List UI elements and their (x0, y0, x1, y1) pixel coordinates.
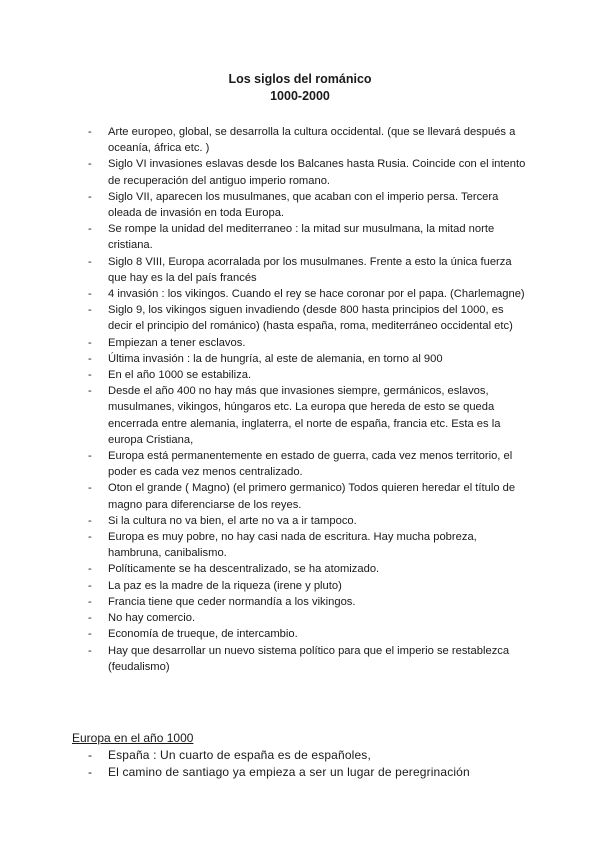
list-item-text: Última invasión : la de hungría, al este de alemania, en torno al 900 (108, 352, 443, 365)
list-item (88, 367, 528, 383)
bullet-dash: - (88, 158, 92, 171)
list-item-text: Europa está permanentemente en estado de guerra, cada vez menos territorio, el poder es cada vez menos centralizado. (108, 450, 513, 479)
list-item-text: Empiezan a tener esclavos. (108, 336, 246, 349)
bullet-dash: - (88, 336, 92, 349)
list-item (88, 513, 528, 529)
list-item (88, 610, 528, 626)
list-item-text: Siglo 8 VIII, Europa acorralada por los musulmanes. Frente a esto la única fuerza que hay es la del país francés (108, 255, 512, 284)
bullet-dash: - (88, 563, 92, 576)
list-item-text: 4 invasión : los vikingos. Cuando el rey se hace coronar por el papa. (Charlemagne) (108, 288, 525, 301)
bullet-dash: - (88, 304, 92, 317)
list-item-text: Desde el año 400 no hay más que invasiones siempre, germánicos, eslavos, musulmanes, vikingos, húngaros etc. La europa que hereda de esto se queda encerrada entre alemania, inglaterra, el norte de españa, francia etc. Esta es la europa Cristiana, (108, 385, 501, 446)
bullet-dash: - (88, 288, 92, 301)
section-bullet-list (88, 747, 528, 781)
list-item (88, 335, 528, 351)
list-item (88, 302, 528, 334)
list-item-text: Arte europeo, global, se desarrolla la cultura occidental. (que se llevará después a oceanía, áfrica etc. ) (108, 126, 516, 155)
list-item (88, 529, 528, 561)
bullet-dash: - (88, 369, 92, 382)
list-item-text: Siglo VI invasiones eslavas desde los Balcanes hasta Rusia. Coincide con el intento de recuperación del antiguo imperio romano. (108, 158, 526, 187)
document-title (0, 71, 600, 105)
list-item (88, 594, 528, 610)
list-item (88, 254, 528, 286)
list-item-text: Hay que desarrollar un nuevo sistema político para que el imperio se restablezca (feudalismo) (108, 644, 510, 673)
list-item (88, 189, 528, 221)
list-item-text: El camino de santiago ya empieza a ser un lugar de peregrinación (108, 765, 470, 779)
list-item (88, 448, 528, 480)
bullet-dash: - (88, 352, 92, 365)
list-item-text: Oton el grande ( Magno) (el primero germanico) Todos quieren heredar el título de magno para diferenciarse de los reyes. (108, 482, 516, 511)
list-item (88, 764, 528, 781)
bullet-dash: - (88, 595, 92, 608)
bullet-dash: - (88, 126, 92, 138)
list-item-text: Economía de trueque, de intercambio. (108, 628, 298, 641)
title-line-1: Los siglos del románico (228, 72, 372, 86)
bullet-dash: - (88, 579, 92, 592)
bullet-dash: - (88, 612, 92, 625)
list-item (88, 626, 528, 642)
bullet-dash: - (88, 531, 92, 544)
bullet-dash: - (88, 644, 92, 657)
list-item (88, 480, 528, 512)
bullet-list (88, 124, 528, 675)
section-heading: Europa en el año 1000 (72, 731, 194, 745)
bullet-dash: - (88, 450, 92, 463)
bullet-dash: - (88, 514, 92, 527)
list-item-text: Políticamente se ha descentralizado, se ha atomizado. (108, 563, 380, 576)
bullet-dash: - (88, 385, 92, 398)
bullet-dash: - (88, 628, 92, 641)
list-item (88, 156, 528, 188)
list-item-text: Europa es muy pobre, no hay casi nada de escritura. Hay mucha pobreza, hambruna, canibalismo. (108, 531, 477, 560)
list-item (88, 561, 528, 577)
list-item (88, 221, 528, 253)
title-line-2: 1000-2000 (270, 89, 330, 103)
bullet-dash: - (88, 223, 92, 236)
list-item (88, 578, 528, 594)
bullet-dash: - (88, 255, 92, 268)
list-item (88, 747, 528, 764)
bullet-dash: - (88, 190, 92, 203)
list-item-text: En el año 1000 se estabiliza. (108, 369, 252, 382)
list-item (88, 124, 528, 156)
list-item-text: No hay comercio. (108, 612, 196, 625)
bullet-dash: - (88, 748, 93, 762)
list-item-text: Francia tiene que ceder normandía a los vikingos. (108, 595, 356, 608)
list-item-text: Siglo VII, aparecen los musulmanes, que acaban con el imperio persa. Tercera oleada de invasión en toda Europa. (108, 190, 499, 220)
bullet-dash: - (88, 482, 92, 495)
list-item (88, 286, 528, 302)
list-item (88, 643, 528, 675)
list-item-text: La paz es la madre de la riqueza (irene y pluto) (108, 579, 342, 592)
list-item-text: Si la cultura no va bien, el arte no va a ir tampoco. (108, 514, 357, 527)
bullet-dash: - (88, 765, 93, 779)
list-item-text: Siglo 9, los vikingos siguen invadiendo (desde 800 hasta principios del 1000, es decir el principio del románico) (hasta españa, roma, mediterráneo occidental etc) (108, 304, 513, 333)
list-item (88, 351, 528, 367)
list-item-text: España : Un cuarto de españa es de españoles, (108, 748, 371, 762)
list-item (88, 383, 528, 448)
list-item-text: Se rompe la unidad del mediterraneo : la mitad sur musulmana, la mitad norte cristiana. (108, 223, 495, 252)
